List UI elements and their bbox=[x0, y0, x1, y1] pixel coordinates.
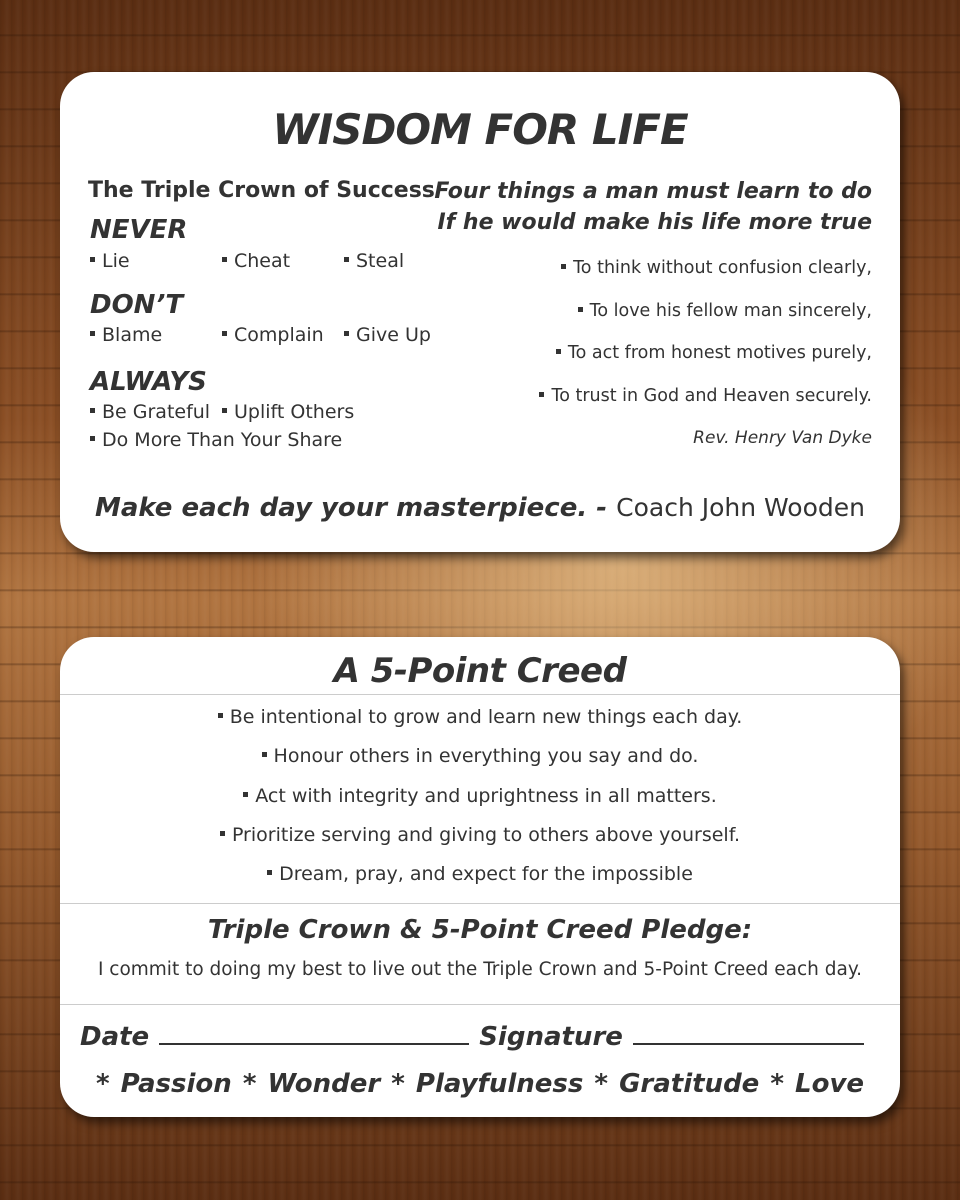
triple-crown-heading: The Triple Crown of Success bbox=[88, 178, 435, 203]
dont-item-complain: Complain bbox=[222, 324, 324, 346]
poem-line-1: Four things a man must learn to do bbox=[434, 179, 872, 204]
poem-author: Rev. Henry Van Dyke bbox=[693, 428, 872, 448]
always-label: ALWAYS bbox=[90, 367, 207, 397]
bullet-icon bbox=[344, 257, 349, 262]
values-line: * Passion * Wonder * Playfulness * Gratitude * Love bbox=[95, 1069, 865, 1099]
never-item-steal: Steal bbox=[344, 250, 404, 272]
creed-title: A 5-Point Creed bbox=[333, 651, 627, 691]
bullet-icon bbox=[90, 408, 95, 413]
signature-row bbox=[80, 1021, 874, 1052]
bullet-icon bbox=[344, 331, 349, 336]
signature-line[interactable] bbox=[633, 1021, 864, 1045]
creed-item: Be intentional to grow and learn new things each day. bbox=[60, 706, 900, 728]
divider bbox=[60, 903, 900, 904]
bullet-icon bbox=[578, 307, 583, 312]
bullet-icon bbox=[222, 408, 227, 413]
date-label: Date bbox=[80, 1022, 150, 1052]
dont-item-give-up: Give Up bbox=[344, 324, 431, 346]
divider bbox=[60, 1004, 900, 1005]
pledge-title: Triple Crown & 5-Point Creed Pledge: bbox=[207, 915, 753, 945]
signature-label: Signature bbox=[479, 1022, 623, 1052]
never-item-cheat: Cheat bbox=[222, 250, 290, 272]
poem-line-2: If he would make his life more true bbox=[437, 210, 872, 235]
divider bbox=[60, 694, 900, 695]
bullet-icon bbox=[267, 870, 272, 875]
bullet-icon bbox=[90, 331, 95, 336]
bullet-icon bbox=[90, 436, 95, 441]
quote-text: Make each day your masterpiece. - bbox=[94, 493, 608, 523]
poem-item: To act from honest motives purely, bbox=[556, 343, 872, 363]
bullet-icon bbox=[262, 752, 267, 757]
bullet-icon bbox=[243, 792, 248, 797]
always-item-uplift: Uplift Others bbox=[222, 401, 354, 423]
bullet-icon bbox=[556, 349, 561, 354]
dont-label: DON’T bbox=[90, 290, 184, 320]
poem-item: To love his fellow man sincerely, bbox=[578, 301, 872, 321]
creed-item: Dream, pray, and expect for the impossible bbox=[60, 863, 900, 885]
bullet-icon bbox=[218, 713, 223, 718]
bullet-icon bbox=[222, 331, 227, 336]
creed-item: Honour others in everything you say and do. bbox=[60, 745, 900, 767]
wooden-quote bbox=[60, 493, 900, 523]
poem-item: To trust in God and Heaven securely. bbox=[539, 386, 872, 406]
date-line[interactable] bbox=[159, 1021, 469, 1045]
creed-card bbox=[60, 637, 900, 1117]
dont-item-blame: Blame bbox=[90, 324, 162, 346]
wisdom-title: WISDOM FOR LIFE bbox=[272, 105, 688, 154]
creed-item: Prioritize serving and giving to others above yourself. bbox=[60, 824, 900, 846]
bullet-icon bbox=[222, 257, 227, 262]
always-item-grateful: Be Grateful bbox=[90, 401, 210, 423]
creed-item: Act with integrity and uprightness in all matters. bbox=[60, 785, 900, 807]
bullet-icon bbox=[561, 264, 566, 269]
bullet-icon bbox=[539, 392, 544, 397]
bullet-icon bbox=[220, 831, 225, 836]
always-item-do-more: Do More Than Your Share bbox=[90, 429, 342, 451]
quote-author: Coach John Wooden bbox=[616, 493, 865, 522]
wisdom-card bbox=[60, 72, 900, 552]
poem-item: To think without confusion clearly, bbox=[561, 258, 872, 278]
bullet-icon bbox=[90, 257, 95, 262]
pledge-text: I commit to doing my best to live out the Triple Crown and 5-Point Creed each day. bbox=[97, 959, 863, 980]
never-label: NEVER bbox=[90, 215, 188, 245]
never-item-lie: Lie bbox=[90, 250, 130, 272]
